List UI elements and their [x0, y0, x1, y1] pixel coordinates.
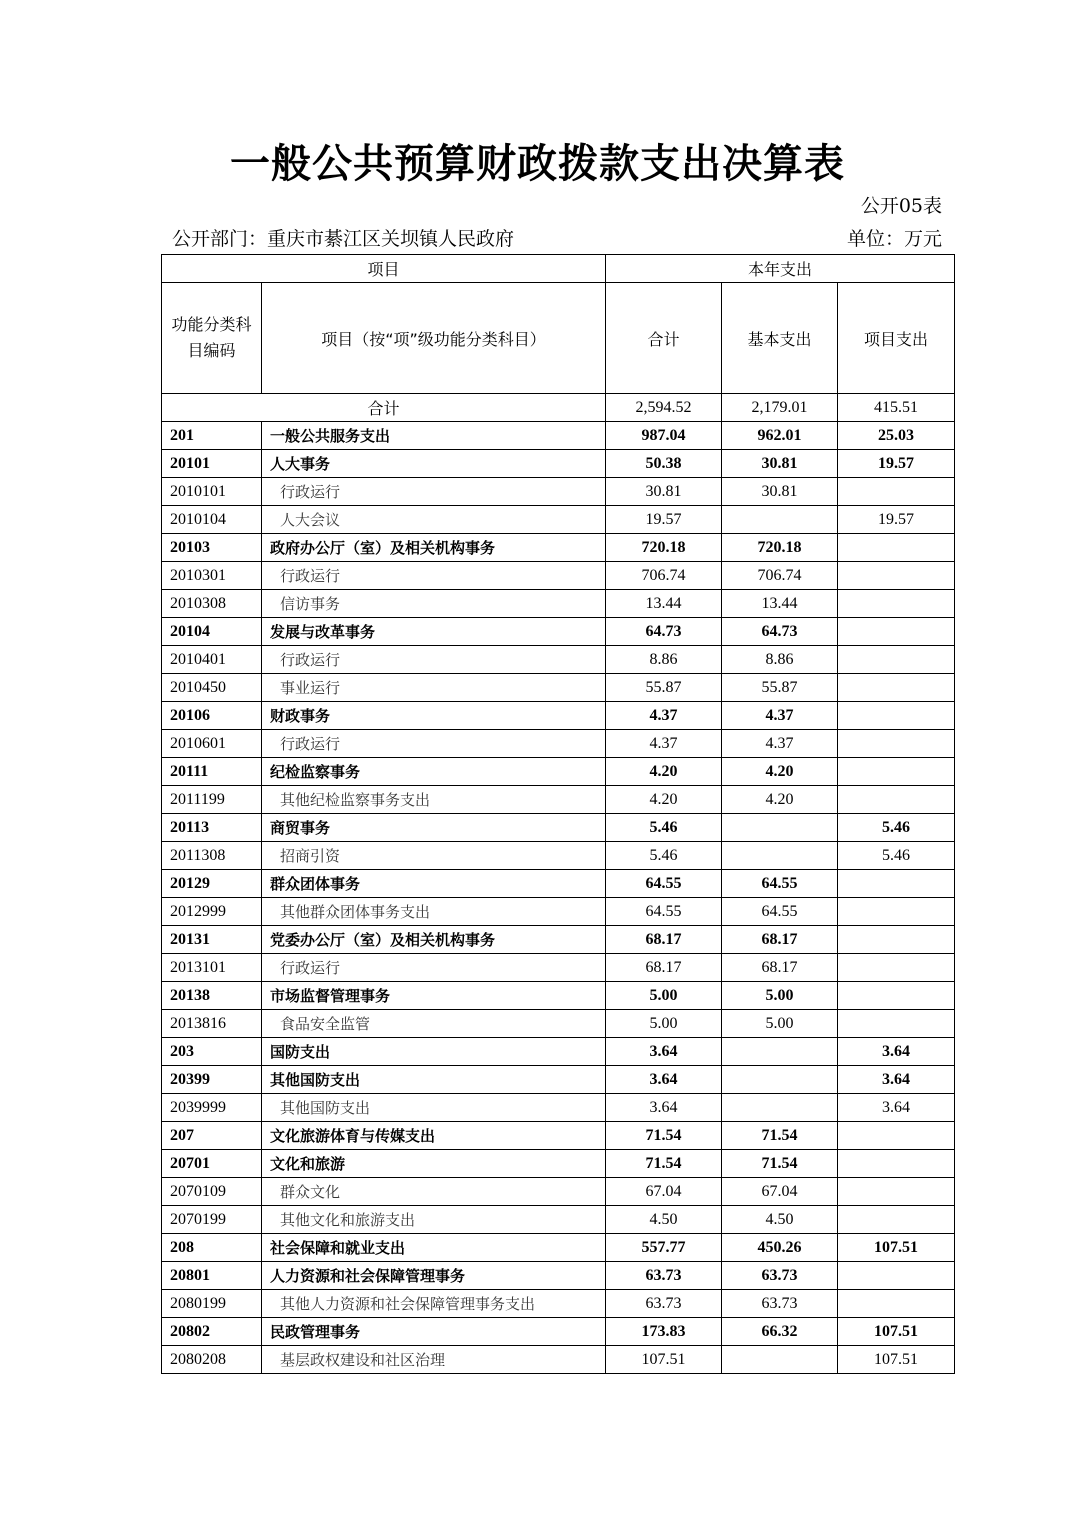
row-total: 557.77 [606, 1234, 722, 1262]
row-basic: 4.20 [722, 758, 838, 786]
row-name: 其他人力资源和社会保障管理事务支出 [262, 1290, 606, 1318]
table-row [162, 1178, 955, 1206]
row-name: 行政运行 [262, 478, 606, 506]
row-project [838, 1290, 955, 1318]
row-project [838, 898, 955, 926]
expenditure-table [161, 254, 955, 1374]
table-row [162, 646, 955, 674]
table-row [162, 506, 955, 534]
row-project [838, 562, 955, 590]
row-code: 20701 [162, 1150, 262, 1178]
row-name: 文化旅游体育与传媒支出 [262, 1122, 606, 1150]
row-total: 4.37 [606, 702, 722, 730]
row-basic: 4.50 [722, 1206, 838, 1234]
row-total: 107.51 [606, 1346, 722, 1374]
row-project [838, 1150, 955, 1178]
row-code: 20106 [162, 702, 262, 730]
row-total: 8.86 [606, 646, 722, 674]
row-total: 3.64 [606, 1038, 722, 1066]
row-basic: 13.44 [722, 590, 838, 618]
row-project [838, 982, 955, 1010]
row-code: 20101 [162, 450, 262, 478]
row-project [838, 646, 955, 674]
row-code: 20129 [162, 870, 262, 898]
row-code: 2011199 [162, 786, 262, 814]
table-row [162, 1290, 955, 1318]
row-name: 事业运行 [262, 674, 606, 702]
table-row [162, 982, 955, 1010]
row-project [838, 618, 955, 646]
row-code: 2080199 [162, 1290, 262, 1318]
row-name: 民政管理事务 [262, 1318, 606, 1346]
row-name: 群众文化 [262, 1178, 606, 1206]
row-project: 19.57 [838, 506, 955, 534]
row-total: 71.54 [606, 1122, 722, 1150]
row-code: 2011308 [162, 842, 262, 870]
row-name: 党委办公厅（室）及相关机构事务 [262, 926, 606, 954]
table-row [162, 1122, 955, 1150]
department-label: 公开部门：重庆市綦江区关坝镇人民政府 [172, 228, 515, 250]
row-name: 行政运行 [262, 954, 606, 982]
row-total: 30.81 [606, 478, 722, 506]
table-row [162, 1066, 955, 1094]
row-project [838, 1206, 955, 1234]
header-project-expense: 项目支出 [838, 283, 955, 394]
header-basic: 基本支出 [722, 283, 838, 394]
row-project [838, 534, 955, 562]
row-total: 13.44 [606, 590, 722, 618]
row-basic [722, 814, 838, 842]
row-total: 3.64 [606, 1094, 722, 1122]
row-name: 其他群众团体事务支出 [262, 898, 606, 926]
row-basic: 962.01 [722, 422, 838, 450]
row-name: 财政事务 [262, 702, 606, 730]
row-name: 群众团体事务 [262, 870, 606, 898]
table-row [162, 730, 955, 758]
row-total: 173.83 [606, 1318, 722, 1346]
row-name: 人大事务 [262, 450, 606, 478]
row-basic: 8.86 [722, 646, 838, 674]
row-project [838, 478, 955, 506]
row-basic: 64.55 [722, 870, 838, 898]
row-project [838, 1122, 955, 1150]
table-row [162, 758, 955, 786]
row-project: 5.46 [838, 814, 955, 842]
row-code: 207 [162, 1122, 262, 1150]
table-row [162, 590, 955, 618]
row-basic: 4.37 [722, 702, 838, 730]
row-name: 行政运行 [262, 730, 606, 758]
row-total: 64.55 [606, 870, 722, 898]
row-total: 64.73 [606, 618, 722, 646]
row-code: 20104 [162, 618, 262, 646]
row-name: 行政运行 [262, 562, 606, 590]
row-total: 3.64 [606, 1066, 722, 1094]
row-basic: 30.81 [722, 478, 838, 506]
row-name: 发展与改革事务 [262, 618, 606, 646]
row-total: 4.37 [606, 730, 722, 758]
row-basic: 30.81 [722, 450, 838, 478]
row-total: 19.57 [606, 506, 722, 534]
row-code: 2010308 [162, 590, 262, 618]
total-basic: 2,179.01 [722, 394, 838, 422]
row-code: 20103 [162, 534, 262, 562]
row-basic: 68.17 [722, 926, 838, 954]
header-total: 合计 [606, 283, 722, 394]
table-row [162, 786, 955, 814]
row-project: 107.51 [838, 1234, 955, 1262]
row-basic: 720.18 [722, 534, 838, 562]
total-row [162, 394, 955, 422]
table-row [162, 870, 955, 898]
row-code: 2010104 [162, 506, 262, 534]
table-row [162, 954, 955, 982]
row-name: 商贸事务 [262, 814, 606, 842]
row-basic: 5.00 [722, 982, 838, 1010]
row-total: 55.87 [606, 674, 722, 702]
table-row [162, 1038, 955, 1066]
table-row [162, 618, 955, 646]
row-basic: 4.20 [722, 786, 838, 814]
row-name: 人力资源和社会保障管理事务 [262, 1262, 606, 1290]
row-code: 20113 [162, 814, 262, 842]
row-code: 2013816 [162, 1010, 262, 1038]
header-project: 项目 [162, 255, 606, 283]
table-row [162, 422, 955, 450]
row-project [838, 870, 955, 898]
row-total: 4.50 [606, 1206, 722, 1234]
row-basic: 67.04 [722, 1178, 838, 1206]
row-basic: 64.73 [722, 618, 838, 646]
table-row [162, 1318, 955, 1346]
table-row [162, 1094, 955, 1122]
row-basic [722, 842, 838, 870]
row-project [838, 730, 955, 758]
row-total: 5.00 [606, 1010, 722, 1038]
table-row [162, 534, 955, 562]
table-row [162, 450, 955, 478]
row-code: 20131 [162, 926, 262, 954]
table-row [162, 1346, 955, 1374]
row-code: 2013101 [162, 954, 262, 982]
row-code: 20138 [162, 982, 262, 1010]
row-name: 其他文化和旅游支出 [262, 1206, 606, 1234]
total-value: 2,594.52 [606, 394, 722, 422]
table-row [162, 842, 955, 870]
row-project [838, 674, 955, 702]
row-project: 19.57 [838, 450, 955, 478]
row-code: 2070109 [162, 1178, 262, 1206]
row-code: 2039999 [162, 1094, 262, 1122]
row-project [838, 1178, 955, 1206]
row-code: 2012999 [162, 898, 262, 926]
row-code: 2010601 [162, 730, 262, 758]
row-basic: 450.26 [722, 1234, 838, 1262]
row-code: 201 [162, 422, 262, 450]
row-total: 71.54 [606, 1150, 722, 1178]
table-number: 公开05表 [860, 195, 942, 217]
row-total: 5.46 [606, 814, 722, 842]
row-name: 国防支出 [262, 1038, 606, 1066]
row-name: 政府办公厅（室）及相关机构事务 [262, 534, 606, 562]
row-basic: 55.87 [722, 674, 838, 702]
row-code: 2010301 [162, 562, 262, 590]
row-total: 50.38 [606, 450, 722, 478]
row-code: 20801 [162, 1262, 262, 1290]
table-row [162, 1262, 955, 1290]
row-total: 4.20 [606, 786, 722, 814]
row-basic [722, 1094, 838, 1122]
table-row [162, 926, 955, 954]
row-name: 其他国防支出 [262, 1066, 606, 1094]
table-row [162, 1150, 955, 1178]
total-label: 合计 [162, 394, 606, 422]
row-total: 4.20 [606, 758, 722, 786]
row-name: 信访事务 [262, 590, 606, 618]
row-total: 706.74 [606, 562, 722, 590]
unit-label: 单位：万元 [846, 228, 942, 250]
row-total: 67.04 [606, 1178, 722, 1206]
row-basic: 68.17 [722, 954, 838, 982]
row-code: 20399 [162, 1066, 262, 1094]
row-name: 食品安全监管 [262, 1010, 606, 1038]
row-name: 一般公共服务支出 [262, 422, 606, 450]
row-total: 63.73 [606, 1290, 722, 1318]
row-code: 20802 [162, 1318, 262, 1346]
row-basic: 4.37 [722, 730, 838, 758]
row-project: 3.64 [838, 1038, 955, 1066]
row-code: 203 [162, 1038, 262, 1066]
header-row-2 [162, 283, 955, 394]
row-basic [722, 1066, 838, 1094]
row-basic [722, 1038, 838, 1066]
row-name: 基层政权建设和社区治理 [262, 1346, 606, 1374]
header-row-1 [162, 255, 955, 283]
row-total: 68.17 [606, 954, 722, 982]
row-total: 987.04 [606, 422, 722, 450]
row-code: 2010450 [162, 674, 262, 702]
table-row [162, 898, 955, 926]
table-row [162, 1206, 955, 1234]
row-basic: 71.54 [722, 1122, 838, 1150]
table-row [162, 814, 955, 842]
page-title: 一般公共预算财政拨款支出决算表 [230, 141, 845, 187]
row-project: 25.03 [838, 422, 955, 450]
table-row [162, 1010, 955, 1038]
total-project: 415.51 [838, 394, 955, 422]
row-code: 2070199 [162, 1206, 262, 1234]
table-row [162, 702, 955, 730]
header-current-year: 本年支出 [606, 255, 955, 283]
row-project: 5.46 [838, 842, 955, 870]
row-name: 其他国防支出 [262, 1094, 606, 1122]
row-project: 3.64 [838, 1066, 955, 1094]
table-row [162, 562, 955, 590]
row-basic: 63.73 [722, 1262, 838, 1290]
row-basic: 5.00 [722, 1010, 838, 1038]
row-code: 2010401 [162, 646, 262, 674]
row-code: 208 [162, 1234, 262, 1262]
row-project [838, 702, 955, 730]
row-total: 5.00 [606, 982, 722, 1010]
row-name: 招商引资 [262, 842, 606, 870]
row-project [838, 954, 955, 982]
row-basic: 63.73 [722, 1290, 838, 1318]
row-project [838, 1010, 955, 1038]
row-project: 107.51 [838, 1318, 955, 1346]
row-name: 纪检监察事务 [262, 758, 606, 786]
row-name: 市场监督管理事务 [262, 982, 606, 1010]
row-basic: 706.74 [722, 562, 838, 590]
table-row [162, 674, 955, 702]
row-project: 3.64 [838, 1094, 955, 1122]
row-project [838, 590, 955, 618]
row-basic: 66.32 [722, 1318, 838, 1346]
row-project: 107.51 [838, 1346, 955, 1374]
row-code: 2080208 [162, 1346, 262, 1374]
row-basic [722, 1346, 838, 1374]
row-total: 5.46 [606, 842, 722, 870]
row-total: 63.73 [606, 1262, 722, 1290]
row-name: 社会保障和就业支出 [262, 1234, 606, 1262]
row-basic [722, 506, 838, 534]
header-name: 项目（按“项”级功能分类科目） [262, 283, 606, 394]
header-code: 功能分类科目编码 [162, 283, 262, 394]
row-name: 行政运行 [262, 646, 606, 674]
row-project [838, 758, 955, 786]
table-row [162, 1234, 955, 1262]
row-name: 人大会议 [262, 506, 606, 534]
row-basic: 64.55 [722, 898, 838, 926]
table-row [162, 478, 955, 506]
row-code: 20111 [162, 758, 262, 786]
row-name: 其他纪检监察事务支出 [262, 786, 606, 814]
row-total: 720.18 [606, 534, 722, 562]
row-project [838, 926, 955, 954]
row-project [838, 1262, 955, 1290]
row-name: 文化和旅游 [262, 1150, 606, 1178]
row-basic: 71.54 [722, 1150, 838, 1178]
row-total: 68.17 [606, 926, 722, 954]
row-code: 2010101 [162, 478, 262, 506]
row-project [838, 786, 955, 814]
row-total: 64.55 [606, 898, 722, 926]
